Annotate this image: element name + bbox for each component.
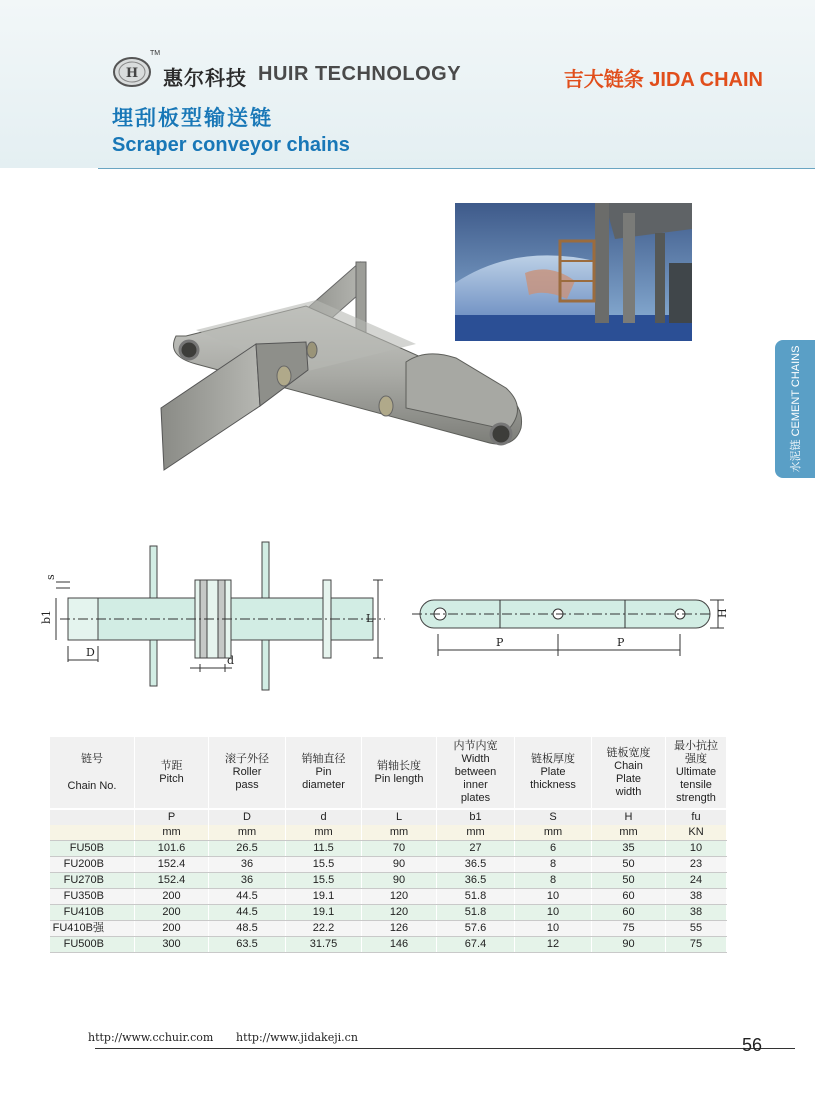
table-cell: 300: [135, 937, 209, 953]
table-cell: 10: [515, 905, 592, 921]
table-cell: 50: [592, 873, 666, 889]
dim-D: D: [86, 646, 95, 659]
symbol-cell: [50, 809, 135, 825]
table-cell: 8: [515, 873, 592, 889]
table-cell: 12: [515, 937, 592, 953]
col-header: 内节内宽 Width between inner plates: [437, 737, 515, 809]
page-title-en: Scraper conveyor chains: [112, 134, 350, 156]
table-cell: 11.5: [286, 841, 362, 857]
table-cell: 10: [515, 889, 592, 905]
table-cell: 19.1: [286, 905, 362, 921]
table-cell: 36.5: [437, 873, 515, 889]
table-cell: 200: [135, 889, 209, 905]
table-cell: 63.5: [209, 937, 286, 953]
table-cell: 152.4: [135, 857, 209, 873]
table-cell: 101.6: [135, 841, 209, 857]
table-cell: 51.8: [437, 889, 515, 905]
table-row: [50, 857, 727, 873]
unit-cell: mm: [437, 825, 515, 841]
table-cell: 27: [437, 841, 515, 857]
footer-url-1[interactable]: http://www.cchuir.com: [88, 1031, 214, 1044]
table-cell: 26.5: [209, 841, 286, 857]
table-cell: 152.4: [135, 873, 209, 889]
table-row: [50, 921, 727, 937]
unit-cell: mm: [209, 825, 286, 841]
dim-d: d: [227, 654, 235, 667]
table-row: [50, 937, 727, 953]
footer-url-2[interactable]: http://www.jidakeji.cn: [236, 1031, 358, 1044]
table-cell: 48.5: [209, 921, 286, 937]
dim-L: L: [366, 612, 374, 625]
unit-cell: mm: [515, 825, 592, 841]
table-row: [50, 889, 727, 905]
table-cell: 24: [666, 873, 727, 889]
header-divider: [98, 168, 815, 169]
symbol-cell: D: [209, 809, 286, 825]
col-header: 链号 Chain No.: [50, 737, 135, 809]
table-cell: 75: [666, 937, 727, 953]
table-cell: 75: [592, 921, 666, 937]
table-row: [50, 905, 727, 921]
unit-cell: [50, 825, 135, 841]
huir-logo: [112, 56, 152, 88]
table-cell: 120: [362, 905, 437, 921]
header-row: [50, 737, 727, 809]
chain-number-cell: FU200B: [50, 857, 135, 873]
table-cell: 10: [515, 921, 592, 937]
trademark-mark: TM: [150, 50, 161, 57]
symbol-cell: L: [362, 809, 437, 825]
unit-row: [50, 825, 727, 841]
table-cell: 146: [362, 937, 437, 953]
table-cell: 55: [666, 921, 727, 937]
unit-cell: mm: [592, 825, 666, 841]
table-cell: 120: [362, 889, 437, 905]
table-cell: 15.5: [286, 873, 362, 889]
table-cell: 36.5: [437, 857, 515, 873]
table-cell: 57.6: [437, 921, 515, 937]
installation-photo: [455, 203, 692, 341]
table-cell: 8: [515, 857, 592, 873]
table-cell: 38: [666, 905, 727, 921]
unit-cell: mm: [362, 825, 437, 841]
chain-number-cell: FU410B: [50, 905, 135, 921]
table-cell: 35: [592, 841, 666, 857]
col-header: 链板厚度 Plate thickness: [515, 737, 592, 809]
table-cell: 31.75: [286, 937, 362, 953]
table-cell: 44.5: [209, 889, 286, 905]
table-cell: 60: [592, 889, 666, 905]
symbol-cell: b1: [437, 809, 515, 825]
col-header: 节距 Pitch: [135, 737, 209, 809]
spec-table: [50, 737, 727, 953]
symbol-cell: d: [286, 809, 362, 825]
company-name-en: HUIR TECHNOLOGY: [258, 63, 462, 85]
symbol-cell: H: [592, 809, 666, 825]
col-header: 滚子外径 Roller pass: [209, 737, 286, 809]
table-cell: 60: [592, 905, 666, 921]
chain-number-cell: FU500B: [50, 937, 135, 953]
table-cell: 90: [362, 873, 437, 889]
symbol-cell: S: [515, 809, 592, 825]
dim-P2: P: [617, 636, 625, 649]
table-cell: 36: [209, 857, 286, 873]
svg-text:H: H: [125, 66, 139, 81]
table-cell: 90: [592, 937, 666, 953]
table-cell: 51.8: [437, 905, 515, 921]
table-cell: 22.2: [286, 921, 362, 937]
page-number: 56: [742, 1035, 763, 1055]
dim-b1: b1: [40, 609, 53, 624]
table-cell: 90: [362, 857, 437, 873]
table-row: [50, 873, 727, 889]
dim-s: s: [44, 574, 57, 580]
company-name-cn: 惠尔科技: [163, 68, 247, 90]
category-side-label: 水泥链 CEMENT CHAINS: [790, 345, 802, 473]
table-cell: 10: [666, 841, 727, 857]
dim-P1: P: [496, 636, 504, 649]
chain-dimension-diagram: [40, 536, 740, 696]
unit-cell: mm: [135, 825, 209, 841]
table-cell: 67.4: [437, 937, 515, 953]
table-cell: 44.5: [209, 905, 286, 921]
chain-number-cell: FU270B: [50, 873, 135, 889]
table-cell: 50: [592, 857, 666, 873]
table-cell: 19.1: [286, 889, 362, 905]
unit-cell: KN: [666, 825, 727, 841]
table-cell: 200: [135, 921, 209, 937]
symbol-row: [50, 809, 727, 825]
table-cell: 70: [362, 841, 437, 857]
unit-cell: mm: [286, 825, 362, 841]
chain-number-cell: FU350B: [50, 889, 135, 905]
symbol-cell: fu: [666, 809, 727, 825]
table-cell: 38: [666, 889, 727, 905]
brand-label: 吉大链条 JIDA CHAIN: [563, 69, 763, 91]
table-cell: 6: [515, 841, 592, 857]
footer-divider: [95, 1048, 795, 1049]
col-header: 销轴长度 Pin length: [362, 737, 437, 809]
chain-number-cell: FU50B: [50, 841, 135, 857]
dim-H: H: [716, 608, 729, 618]
table-cell: 15.5: [286, 857, 362, 873]
page-title-cn: 埋刮板型输送链: [112, 107, 273, 130]
table-cell: 23: [666, 857, 727, 873]
table-cell: 126: [362, 921, 437, 937]
table-cell: 36: [209, 873, 286, 889]
table-cell: 200: [135, 905, 209, 921]
col-header: 最小抗拉强度 Ultimate tensile strength: [666, 737, 727, 809]
table-row: [50, 841, 727, 857]
symbol-cell: P: [135, 809, 209, 825]
chain-number-cell: FU410B强: [50, 921, 135, 937]
col-header: 销轴直径 Pin diameter: [286, 737, 362, 809]
col-header: 链板宽度 Chain Plate width: [592, 737, 666, 809]
